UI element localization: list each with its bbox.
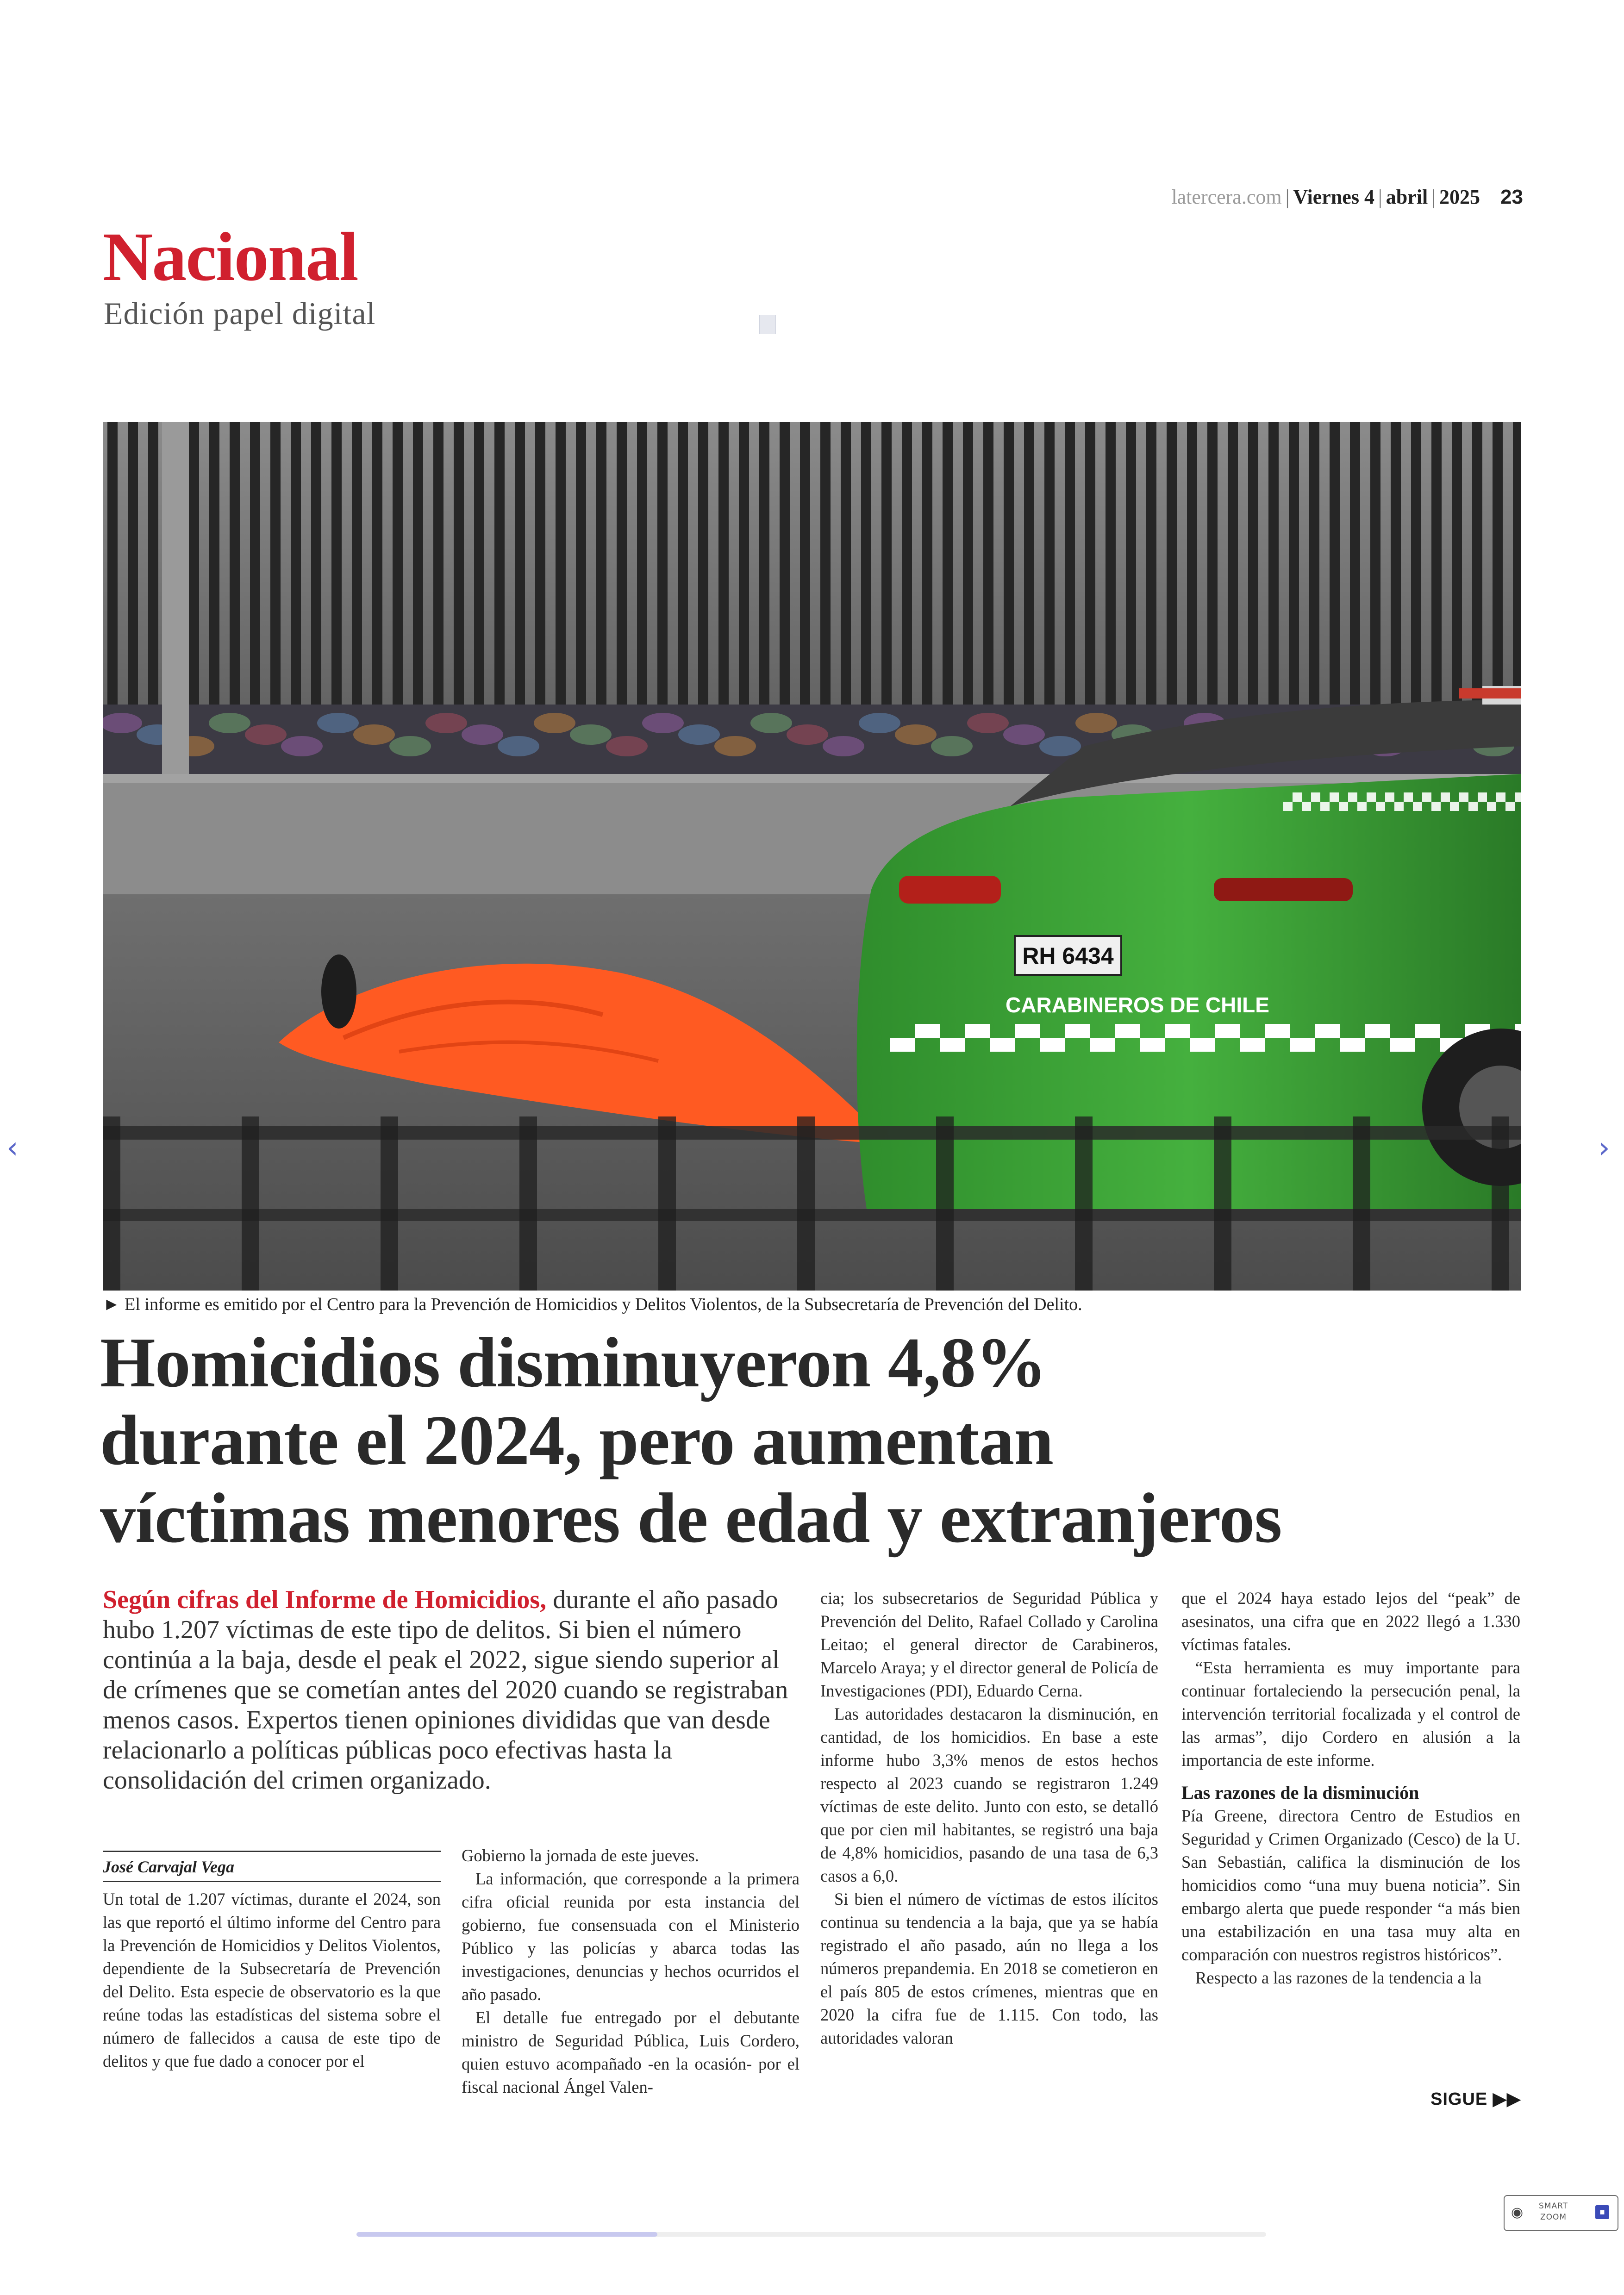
graffiti-mark bbox=[534, 713, 575, 733]
checker-square bbox=[1302, 802, 1311, 811]
railing-post bbox=[797, 1116, 815, 1291]
paragraph: cia; los subsecretarios de Seguridad Pública y Prevención del Delito, Rafael Collado y Carolina Leitao; el general director de Carabineros, Marcelo Araya; y el director general de Policía de Investigaciones (PDI), Eduardo Cerna. bbox=[820, 1589, 1158, 1700]
headline-line: víctimas menores de edad y extranjeros bbox=[100, 1479, 1282, 1558]
graffiti-mark bbox=[1075, 713, 1117, 733]
paragraph: Pía Greene, directora Centro de Estudios en Seguridad y Crimen Organizado (Cesco) de la U. San Sebastián, califica la disminución de los homicidios como “una muy buena noticia”. Sin embargo alerta que puede responder “a más bien una estabilización en una tasa muy alta en comparación con nuestros registros históricos”. bbox=[1181, 1806, 1520, 1964]
checker-square bbox=[1065, 1024, 1090, 1038]
checker-square bbox=[1478, 792, 1487, 802]
checker-square bbox=[1330, 792, 1339, 802]
graffiti-mark bbox=[1039, 736, 1081, 756]
caption-text: El informe es emitido por el Centro para la Prevención de Homicidios y Delitos Violentos, de la Subsecretaría de Prevención del Delito. bbox=[125, 1295, 1082, 1314]
graffiti-mark bbox=[967, 713, 1009, 733]
smart-zoom-button[interactable] bbox=[1504, 2195, 1618, 2231]
checker-square bbox=[1015, 1024, 1040, 1038]
article-column-2 bbox=[462, 1844, 800, 2099]
graffiti-mark bbox=[895, 724, 937, 745]
checker-square bbox=[1441, 792, 1450, 802]
checker-square bbox=[1040, 1038, 1065, 1052]
site-name[interactable]: latercera.com bbox=[1171, 186, 1282, 208]
railing-post bbox=[1492, 1116, 1509, 1291]
photo-illustration bbox=[103, 422, 1521, 1291]
graffiti-mark bbox=[462, 724, 503, 745]
checker-square bbox=[965, 1024, 990, 1038]
graffiti-mark bbox=[642, 713, 684, 733]
caption-marker-icon: ► bbox=[103, 1295, 120, 1314]
month: abril bbox=[1386, 186, 1428, 208]
paragraph: Respecto a las razones de la tendencia a la bbox=[1195, 1968, 1482, 1987]
railing-post bbox=[1075, 1116, 1093, 1291]
graffiti-mark bbox=[353, 724, 395, 745]
page-folio: latercera.com | Viernes 4 | abril | 2025 23 bbox=[1171, 186, 1523, 208]
photo-caption bbox=[103, 1294, 1521, 1315]
checker-square bbox=[1413, 802, 1422, 811]
checker-square bbox=[1283, 802, 1293, 811]
checker-square bbox=[1311, 792, 1320, 802]
byline: José Carvajal Vega bbox=[103, 1858, 234, 1876]
railing-post bbox=[1214, 1116, 1231, 1291]
byline-rule bbox=[103, 1851, 441, 1852]
scroll-thumb[interactable] bbox=[356, 2232, 657, 2237]
checker-square bbox=[1385, 792, 1394, 802]
article-headline bbox=[100, 1324, 1535, 1557]
edition-label: Edición papel digital bbox=[104, 296, 376, 331]
graffiti-mark bbox=[823, 736, 864, 756]
checker-square bbox=[1190, 1038, 1215, 1052]
checker-square bbox=[990, 1038, 1015, 1052]
checker-square bbox=[1431, 802, 1441, 811]
paragraph: que el 2024 haya estado lejos del “peak” de asesinatos, una cifra que en 2022 llegó a 1.330 víctimas fatales. bbox=[1181, 1589, 1520, 1654]
railing-post bbox=[242, 1116, 259, 1291]
checker-square bbox=[1348, 792, 1357, 802]
eye-icon: ◉ bbox=[1511, 2204, 1524, 2220]
deck-body: durante el año pasado hubo 1.207 víctimas de este tipo de delitos. Si bien el número continúa a la baja, desde el peak el 2022, sigue siendo superior al de crímenes que se cometían antes del 2020 cuando se registraban menos casos. Expertos tienen opiniones divididas que van desde relacionarlo a políticas públicas poco efectivas hasta la consolidación del crimen organizado. bbox=[103, 1585, 788, 1795]
paragraph: Si bien el número de víctimas de estos ilícitos continua su tendencia a la baja, que ya se había registrado el año pasado, aún no llega a los números prepandemia. En 2018 se cometieron en el país 805 de estos crímenes, mientras que en 2020 la cifra fue de 1.115. Con todo, las autoridades valoran bbox=[820, 1890, 1158, 2047]
railing-post bbox=[519, 1116, 537, 1291]
checker-square bbox=[1115, 1024, 1140, 1038]
section-title: Nacional bbox=[103, 218, 358, 295]
checker-square bbox=[1394, 802, 1404, 811]
chevron-right-icon[interactable]: › bbox=[1598, 1131, 1610, 1165]
plate-text: RH 6434 bbox=[1022, 943, 1114, 969]
day: 4 bbox=[1364, 186, 1374, 208]
checker-square bbox=[1315, 1024, 1340, 1038]
checker-square bbox=[1340, 1038, 1365, 1052]
graffiti-mark bbox=[750, 713, 792, 733]
railing-post bbox=[103, 1116, 120, 1291]
checker-square bbox=[1367, 792, 1376, 802]
checker-square bbox=[1165, 1024, 1190, 1038]
page-number: 23 bbox=[1500, 186, 1523, 208]
paragraph: Las autoridades destacaron la disminución, en cantidad, de los homicidios. En base a este informe hubo 3,3% menos de estos hechos respecto al 2023 cuando se registraron 1.249 víctimas de este delito. Junto con esto, se detalló que por cien mil habitantes, se registró una baja de 4,8% homicidios, pasando de una tasa de 6,3 casos a 6,0. bbox=[820, 1704, 1158, 1885]
checker-square bbox=[1450, 802, 1459, 811]
graffiti-mark bbox=[209, 713, 250, 733]
car-text: CARABINEROS DE CHILE bbox=[1006, 993, 1269, 1017]
checker-square bbox=[890, 1038, 915, 1052]
checker-square bbox=[1390, 1038, 1415, 1052]
checker-square bbox=[1339, 802, 1348, 811]
article-column-4 bbox=[1181, 1587, 1520, 1989]
graffiti-mark bbox=[498, 736, 539, 756]
checker-square bbox=[1459, 792, 1468, 802]
paragraph: La información, que corresponde a la primera cifra oficial reunida por esta instancia del gobierno, fue consensuada con el Ministerio Público y las policías y abarca todas las investigaciones, denuncias y hechos ocurridos el año pasado. bbox=[462, 1869, 800, 2004]
graffiti-mark bbox=[317, 713, 359, 733]
article-deck bbox=[103, 1585, 793, 1796]
graffiti-mark bbox=[787, 724, 828, 745]
graffiti-mark bbox=[1003, 724, 1045, 745]
headline-line: durante el 2024, pero aumentan bbox=[100, 1401, 1054, 1480]
checker-square bbox=[1376, 802, 1385, 811]
continue-label[interactable]: SIGUE ▶▶ bbox=[1430, 2089, 1521, 2109]
weekday: Viernes bbox=[1293, 186, 1359, 208]
headline-line: Homicidios disminuyeron 4,8% bbox=[100, 1323, 1047, 1402]
page-marker bbox=[759, 315, 776, 334]
graffiti-mark bbox=[281, 736, 323, 756]
checker-square bbox=[1090, 1038, 1115, 1052]
paragraph: “Esta herramienta es muy importante para continuar fortaleciendo la persecución penal, la intervención territorial focalizada y el control de las armas”, dijo Cordero en alusión a la importancia de este informe. bbox=[1181, 1658, 1520, 1770]
graffiti-mark bbox=[570, 724, 612, 745]
checker-square bbox=[1404, 792, 1413, 802]
checker-square bbox=[1290, 1038, 1315, 1052]
toggle-icon: ▪ bbox=[1595, 2205, 1609, 2219]
checker-square bbox=[1293, 792, 1302, 802]
article-column-1 bbox=[103, 1888, 441, 2073]
deck-lead: Según cifras del Informe de Homicidios, bbox=[103, 1585, 547, 1614]
checker-square bbox=[1505, 802, 1515, 811]
year: 2025 bbox=[1439, 186, 1480, 208]
paragraph: Un total de 1.207 víctimas, durante el 2024, son las que reportó el último informe del Centro para la Prevención de Homicidios y Delitos Violentos, dependiente de la Subsecretaría de Prevención del Delito. Esta especie de observatorio es la que reúne todas las estadísticas del sistema sobre el número de fallecidos a causa de este tipo de delitos y que fue dado a conocer por el bbox=[103, 1890, 441, 2070]
railing-post bbox=[381, 1116, 398, 1291]
checker-square bbox=[1487, 802, 1496, 811]
subheading: Las razones de la disminución bbox=[1181, 1782, 1419, 1803]
graffiti-mark bbox=[859, 713, 900, 733]
checker-square bbox=[1415, 1024, 1440, 1038]
checker-square bbox=[1515, 792, 1521, 802]
graffiti-mark bbox=[245, 724, 287, 745]
checker-square bbox=[1140, 1038, 1165, 1052]
checker-square bbox=[1422, 792, 1431, 802]
graffiti-mark bbox=[678, 724, 720, 745]
byline-rule bbox=[103, 1881, 441, 1882]
graffiti-mark bbox=[931, 736, 973, 756]
chevron-left-icon[interactable]: ‹ bbox=[6, 1131, 19, 1165]
paragraph: El detalle fue entregado por el debutante ministro de Seguridad Pública, Luis Cordero, quien estuvo acompañado -en la ocasión- por el fiscal nacional Ángel Valen- bbox=[462, 2008, 800, 2096]
smart-zoom-label: SMART ZOOM bbox=[1539, 2201, 1568, 2222]
checker-square bbox=[1365, 1024, 1390, 1038]
graffiti-mark bbox=[389, 736, 431, 756]
checker-square bbox=[940, 1038, 965, 1052]
checker-square bbox=[1265, 1024, 1290, 1038]
checker-square bbox=[1496, 792, 1505, 802]
article-photo[interactable] bbox=[103, 422, 1521, 1291]
railing-post bbox=[1353, 1116, 1370, 1291]
checker-square bbox=[1240, 1038, 1265, 1052]
checker-square bbox=[1215, 1024, 1240, 1038]
graffiti-mark bbox=[425, 713, 467, 733]
checker-square bbox=[1468, 802, 1478, 811]
paragraph: Gobierno la jornada de este jueves. bbox=[462, 1846, 699, 1865]
railing-post bbox=[936, 1116, 954, 1291]
checker-square bbox=[1357, 802, 1367, 811]
graffiti-mark bbox=[606, 736, 648, 756]
checker-square bbox=[1320, 802, 1330, 811]
article-column-3 bbox=[820, 1587, 1158, 2050]
graffiti-mark bbox=[714, 736, 756, 756]
railing-post bbox=[658, 1116, 676, 1291]
checker-square bbox=[915, 1024, 940, 1038]
